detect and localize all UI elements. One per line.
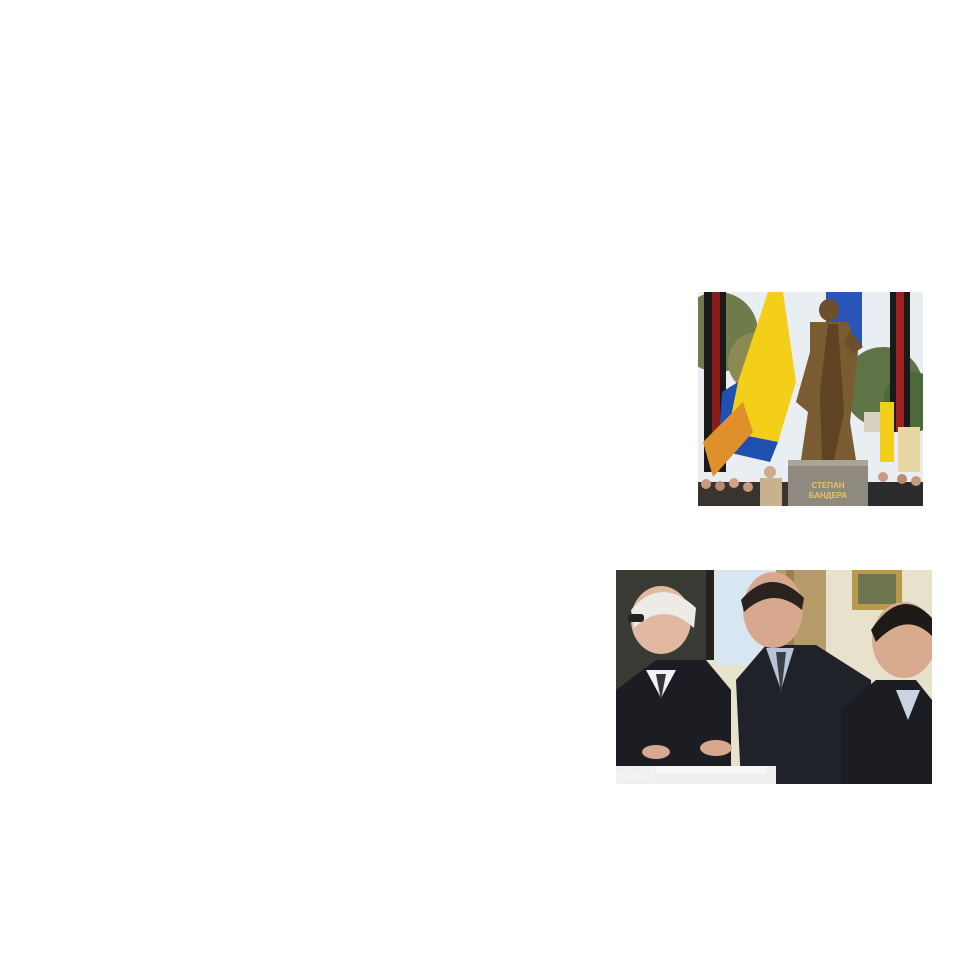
meeting-photo-illustration: [616, 570, 932, 784]
pedestal-text-line1: СТЕПАН: [811, 481, 845, 490]
meeting-photo: [616, 570, 932, 784]
caption-fragment: EWILL: [616, 767, 660, 783]
pedestal-text-line2: БАНДЕРА: [808, 491, 848, 500]
statue-photo-illustration: [698, 292, 923, 506]
statue-photo: [698, 292, 923, 506]
